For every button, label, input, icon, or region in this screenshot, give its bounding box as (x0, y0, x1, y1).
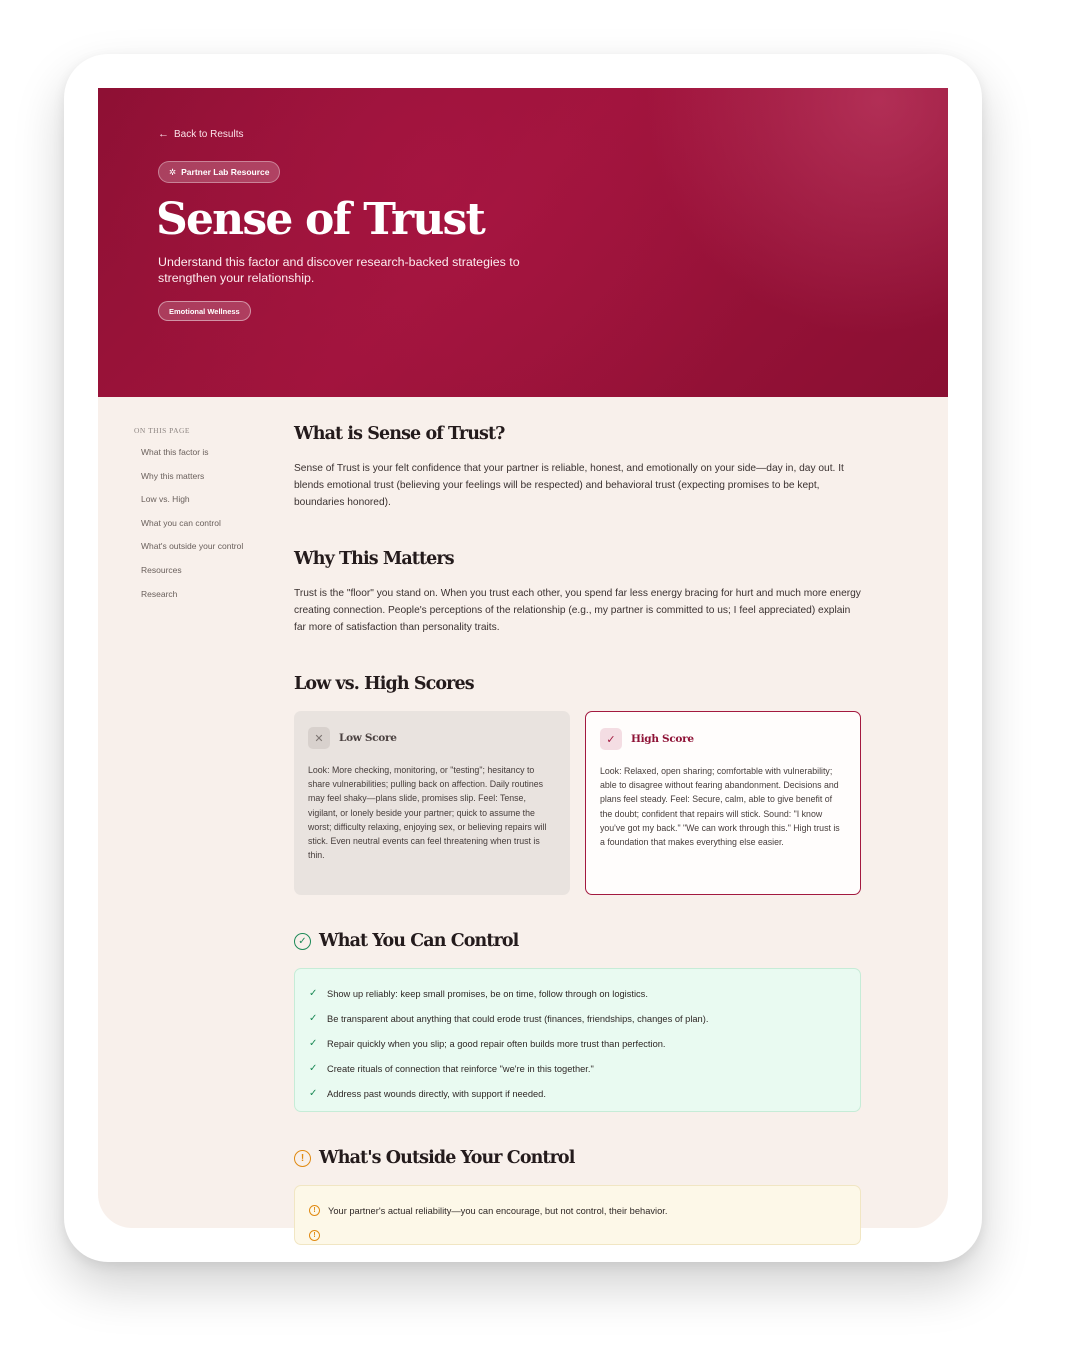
toc-item-outside-your-control[interactable]: What's outside your control (141, 541, 244, 552)
table-of-contents (134, 426, 243, 612)
section-heading-scores: Low vs. High Scores (294, 674, 474, 694)
list-item (309, 1031, 846, 1056)
section-heading-control: What You Can Control (319, 931, 519, 951)
section-body-why: Trust is the "floor" you stand on. When you trust each other, you spend far less energy bracing for hurt and much more energy creating connection. People's perceptions of the relationship (e.g., my partner is committed to us; I feel appreciated) explain far more of satisfaction than personality traits. (294, 588, 861, 634)
alert-circle-icon: ! (309, 1205, 320, 1216)
list-item (309, 1056, 846, 1081)
check-icon: ✓ (600, 728, 622, 750)
control-section-title (294, 931, 518, 951)
outside-section-title (294, 1148, 574, 1168)
page-subtitle: Understand this factor and discover research-backed strategies to strengthen your relationship. (158, 255, 520, 285)
toc-item-resources[interactable]: Resources (141, 564, 182, 575)
check-circle-icon: ✓ (294, 933, 311, 950)
toc-item-what-this-factor-is[interactable]: What this factor is (141, 447, 209, 457)
list-item-text: Create rituals of connection that reinforce "we're in this together." (327, 1063, 594, 1074)
close-icon: ✕ (308, 727, 330, 749)
alert-circle-icon: ! (309, 1230, 320, 1241)
hero-banner (98, 88, 948, 397)
low-score-card (294, 711, 570, 895)
low-score-body: Look: More checking, monitoring, or "testing"; hesitancy to share vulnerabilities; pulling back on affection. Daily routines may feel shaky—plans slide, promises slip. Feel: Tense, vigilant, or lonely beside your partner; quick to assume the worst; difficulty relaxing, enjoying sex, or believing repairs will stick. Even neutral events can feel threatening when trust is thin. (308, 765, 547, 861)
list-item (309, 1006, 846, 1031)
arrow-left-icon: ← (158, 128, 169, 140)
back-link-label: Back to Results (174, 128, 244, 140)
alert-circle-icon: ! (294, 1150, 311, 1167)
list-item-text: Address past wounds directly, with support if needed. (327, 1088, 546, 1099)
low-score-label: Low Score (339, 732, 397, 744)
check-icon: ✓ (309, 1013, 318, 1024)
resource-pill-label: Partner Lab Resource (181, 167, 270, 177)
check-icon: ✓ (309, 1088, 318, 1099)
list-item (309, 1223, 846, 1248)
list-item-text: Be transparent about anything that could erode trust (finances, friendships, changes of plan). (327, 1013, 709, 1024)
control-list-box (294, 968, 861, 1112)
section-heading-what: What is Sense of Trust? (294, 424, 505, 444)
back-to-results-link[interactable] (158, 128, 243, 140)
toc-item-low-vs-high[interactable]: Low vs. High (141, 494, 190, 505)
sparkle-icon: ✲ (169, 166, 177, 177)
resource-pill (158, 161, 280, 183)
section-heading-outside: What's Outside Your Control (319, 1148, 575, 1168)
category-tag: Emotional Wellness (158, 301, 251, 321)
toc-title: ON THIS PAGE (134, 426, 191, 435)
outside-list-box (294, 1185, 861, 1245)
toc-item-why-this-matters[interactable]: Why this matters (141, 470, 205, 481)
list-item (309, 1198, 846, 1223)
page-title: Sense of Trust (156, 194, 485, 245)
toc-item-what-you-can-control[interactable]: What you can control (141, 517, 221, 528)
check-icon: ✓ (309, 1063, 318, 1074)
app-screen (98, 88, 948, 1239)
list-item-text: Repair quickly when you slip; a good repair often builds more trust than perfection. (327, 1038, 666, 1049)
high-score-body: Look: Relaxed, open sharing; comfortable with vulnerability; able to disagree without fearing abandonment. Decisions and plans feel steady. Feel: Secure, calm, able to give benefit of the doubt; confident that repairs will stick. Sound: "I know you've got my back." "We can work through this." High trust is a foundation that makes everything else easier. (600, 766, 840, 848)
list-item-text: Your partner's actual reliability—you can encourage, but not control, their behavior. (328, 1205, 668, 1216)
section-body-what: Sense of Trust is your felt confidence that your partner is reliable, honest, and emotionally on your side—day in, day out. It blends emotional trust (believing your feelings will be respected) and behavioral trust (expecting promises to be kept, boundaries honored). (294, 463, 844, 509)
check-icon: ✓ (309, 988, 318, 999)
high-score-label: High Score (631, 733, 694, 745)
toc-item-research[interactable]: Research (141, 588, 178, 599)
section-heading-why: Why This Matters (294, 549, 454, 569)
list-item (309, 1081, 846, 1106)
high-score-card (585, 711, 861, 895)
list-item (309, 981, 846, 1006)
list-item-text: Show up reliably: keep small promises, be on time, follow through on logistics. (327, 988, 648, 999)
check-icon: ✓ (309, 1038, 318, 1049)
